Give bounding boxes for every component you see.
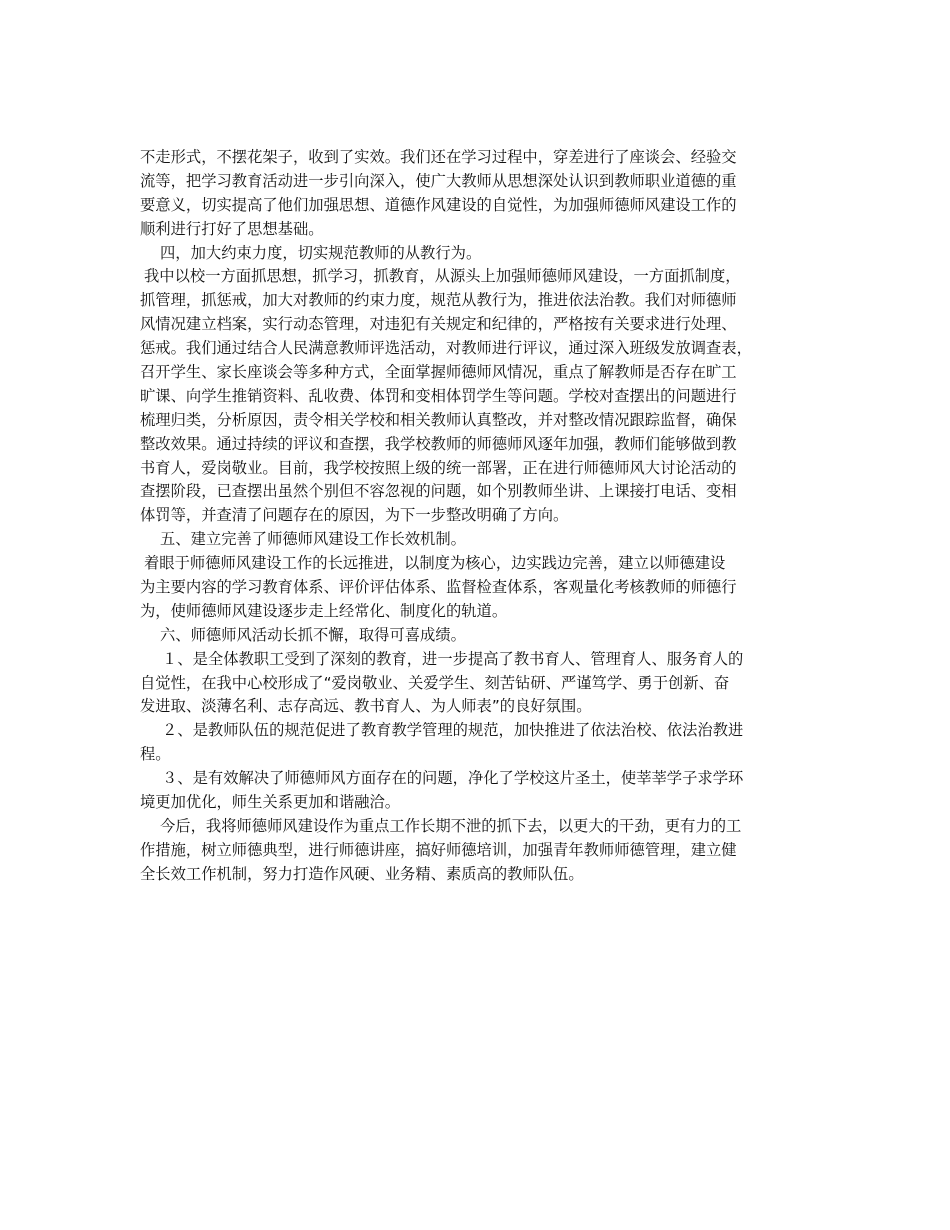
text-line: 自觉性，在我中心校形成了“爱岗敬业、关爱学生、刻苦钻研、严谨笃学、勇于创新、奋 bbox=[140, 673, 730, 692]
section-heading-4: 四，加大约束力度，切实规范教师的从教行为。 bbox=[160, 243, 482, 262]
text-line: 惩戒。我们通过结合人民满意教师评选活动，对教师进行评议，通过深入班级发放调查表， bbox=[140, 339, 752, 358]
text-line: 整改效果。通过持续的评议和查摆，我学校教师的师德师风逐年加强，教师们能够做到教 bbox=[140, 434, 737, 453]
text-line: 为主要内容的学习教育体系、评价评估体系、监督检查体系，客观量化考核教师的师德行 bbox=[140, 578, 737, 597]
text-line: 我中以校一方面抓思想，抓学习，抓教育，从源头上加强师德师风建设，一方面抓制度， bbox=[144, 267, 741, 286]
text-line: 程。 bbox=[140, 745, 171, 764]
text-line: 境更加优化，师生关系更加和谐融洽。 bbox=[140, 793, 401, 812]
section-heading-6: 六、师德师风活动长抓不懈，取得可喜成绩。 bbox=[160, 625, 466, 644]
text-line: 发进取、淡薄名利、志存高远、教书育人、为人师表”的良好氛围。 bbox=[140, 697, 592, 716]
text-line: １、是全体教职工受到了深刻的教育，进一步提高了教书育人、管理育人、服务育人的 bbox=[162, 649, 744, 668]
text-line: 全长效工作机制，努力打造作风硬、业务精、素质高的教师队伍。 bbox=[140, 864, 584, 883]
text-line: 风情况建立档案，实行动态管理，对违犯有关规定和纪律的，严格按有关要求进行处理、 bbox=[140, 315, 737, 334]
text-line: ３、是有效解决了师德师风方面存在的问题，净化了学校这片圣土，使莘莘学子求学环 bbox=[162, 769, 744, 788]
text-line: 体罚等，并查清了问题存在的原因，为下一步整改明确了方向。 bbox=[140, 506, 569, 525]
text-line: 今后，我将师德师风建设作为重点工作长期不泄的抓下去，以更大的干劲，更有力的工 bbox=[160, 816, 742, 835]
text-line: ２、是教师队伍的规范促进了教育教学管理的规范，加快推进了依法治校、依法治教进 bbox=[162, 721, 744, 740]
text-line: 要意义，切实提高了他们加强思想、道德作风建设的自觉性，为加强师德师风建设工作的 bbox=[140, 195, 737, 214]
text-line: 召开学生、家长座谈会等多种方式，全面掌握师德师风情况，重点了解教师是否存在旷工 bbox=[140, 363, 737, 382]
text-line: 顺利进行打好了思想基础。 bbox=[140, 219, 324, 238]
text-line: 梳理归类，分析原因，责令相关学校和相关教师认真整改，并对整改情况跟踪监督，确保 bbox=[140, 410, 737, 429]
text-line: 书育人，爱岗敬业。目前，我学校按照上级的统一部署，正在进行师德师风大讨论活动的 bbox=[140, 458, 737, 477]
text-line: 抓管理，抓惩戒，加大对教师的约束力度，规范从教行为，推进依法治教。我们对师德师 bbox=[140, 291, 737, 310]
text-line: 为，使师德师风建设逐步走上经常化、制度化的轨道。 bbox=[140, 601, 508, 620]
text-line: 作措施，树立师德典型，进行师德讲座，搞好师德培训，加强青年教师师德管理，建立健 bbox=[140, 840, 737, 859]
document-body bbox=[140, 146, 812, 887]
text-line: 流等，把学习教育活动进一步引向深入，使广大教师从思想深处认识到教师职业道德的重 bbox=[140, 171, 737, 190]
section-heading-5: 五、建立完善了师德师风建设工作长效机制。 bbox=[160, 530, 466, 549]
text-line: 查摆阶段，已查摆出虽然个别但不容忽视的问题，如个别教师坐讲、上课接打电话、变相 bbox=[140, 482, 737, 501]
text-line: 旷课、向学生推销资料、乱收费、体罚和变相体罚学生等问题。学校对查摆出的问题进行 bbox=[140, 386, 737, 405]
text-line: 不走形式，不摆花架子，收到了实效。我们还在学习过程中，穿差进行了座谈会、经验交 bbox=[140, 148, 737, 166]
text-line: 着眼于师德师风建设工作的长远推进，以制度为核心，边实践边完善，建立以师德建设 bbox=[144, 554, 726, 573]
